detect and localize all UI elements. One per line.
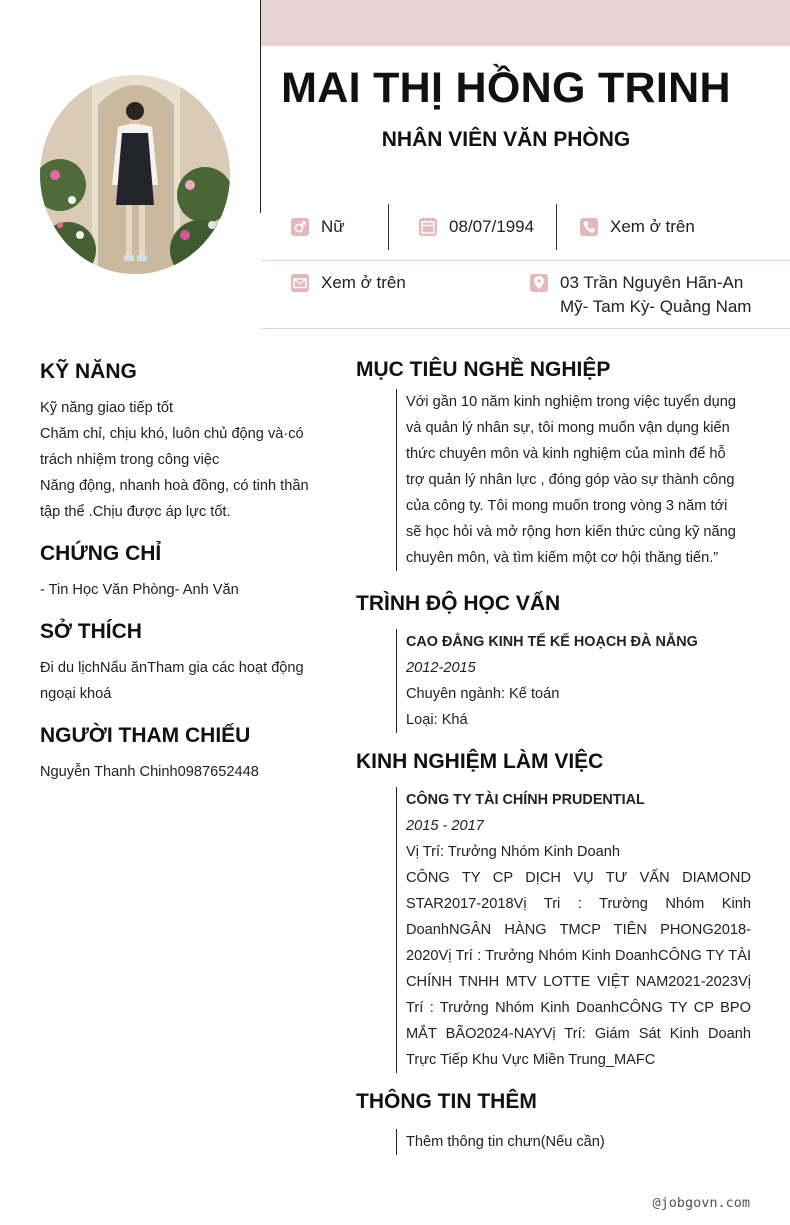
references-heading: NGƯỜI THAM CHIẾU <box>40 724 251 747</box>
email-icon <box>291 274 309 292</box>
skills-line: Chăm chỉ, chịu khó, luôn chủ động và·có <box>40 426 304 442</box>
calendar-icon <box>419 218 437 236</box>
education-grade: Loại: Khá <box>406 712 468 728</box>
skills-line: tập thể .Chịu được áp lực tốt. <box>40 504 231 520</box>
phone-info <box>580 215 695 239</box>
objective-block <box>396 389 751 571</box>
birthdate-info <box>419 215 534 239</box>
info-separator <box>388 204 389 250</box>
experience-detail-line: Trí : Trưởng Nhóm Kinh DoanhCÔNG TY CP BPO <box>406 1000 751 1016</box>
skills-line: Kỹ năng giao tiếp tốt <box>40 400 174 416</box>
objective-line: thức chuyên môn và kinh nghiệm của mình để hỗ <box>406 446 726 462</box>
experience-detail-line: CÔNG TY CP DỊCH VỤ TƯ VẤN DIAMOND <box>406 870 751 886</box>
hobbies-list <box>40 655 304 707</box>
info-separator <box>556 204 557 250</box>
phone-value: Xem ở trên <box>610 217 695 236</box>
objective-line: của công ty. Tôi mong muốn trong vòng 3 năm tới <box>406 498 728 514</box>
phone-icon <box>580 218 598 236</box>
company-name: CÔNG TY TÀI CHÍNH PRUDENTIAL <box>406 792 645 808</box>
references-list <box>40 759 259 785</box>
hobbies-line: ngoại khoá <box>40 686 112 702</box>
personal-info-row-2 <box>261 260 790 329</box>
gender-icon <box>291 218 309 236</box>
header-accent-band <box>261 0 790 46</box>
certificates-list <box>40 577 239 603</box>
education-period: 2012-2015 <box>406 660 476 676</box>
experience-detail-line: Trực Tiếp Khu Vực Miền Trung_MAFC <box>406 1052 656 1068</box>
skills-line: trách nhiệm trong công việc <box>40 452 220 468</box>
objective-line: chuyên môn, và tìm kiếm một cơ hội thăng tiến.” <box>406 550 719 566</box>
certificate-line: - Tin Học Văn Phòng- Anh Văn <box>40 582 239 598</box>
hobbies-heading: SỞ THÍCH <box>40 620 142 643</box>
experience-detail-line: 2020Vị Trí : Trưởng Nhóm Kinh DoanhCÔNG TY TÀI <box>406 948 751 964</box>
skills-line: Năng động, nhanh hoà đồng, có tinh thần <box>40 478 309 494</box>
email-value: Xem ở trên <box>321 273 406 292</box>
extra-info-heading: THÔNG TIN THÊM <box>356 1090 537 1113</box>
extra-info-block <box>396 1129 751 1155</box>
experience-block <box>396 787 751 1073</box>
skills-heading: KỸ NĂNG <box>40 360 137 383</box>
job-title: NHÂN VIÊN VĂN PHÒNG <box>381 128 631 151</box>
school-name: CAO ĐẲNG KINH TẾ KẾ HOẠCH ĐÀ NẴNG <box>406 634 698 650</box>
objective-heading: MỤC TIÊU NGHỀ NGHIỆP <box>356 358 611 381</box>
objective-line: sẽ học hỏi và mở rộng hơn kiến thức cùng kỹ năng <box>406 524 736 540</box>
gender-info <box>291 215 345 239</box>
objective-line: Với gần 10 năm kinh nghiệm trong việc tuyển dụng <box>406 394 737 410</box>
hobbies-line: Đi du lịchNấu ănTham gia các hoạt động <box>40 660 304 676</box>
birthdate-value: 08/07/1994 <box>449 217 535 236</box>
avatar <box>40 75 230 274</box>
gender-value: Nữ <box>321 217 345 236</box>
address-line: 03 Trần Nguyên Hãn-An <box>560 273 744 292</box>
experience-position: Vị Trí: Trưởng Nhóm Kinh Doanh <box>406 844 621 860</box>
email-info <box>291 271 406 295</box>
location-icon <box>530 274 548 292</box>
reference-line: Nguyễn Thanh Chinh0987652448 <box>40 764 259 780</box>
address-value <box>560 271 751 319</box>
experience-detail-line: MẮT BÃO2024-NAYVị Trí: Giám Sát Kinh Doanh <box>406 1026 751 1042</box>
experience-heading: KINH NGHIỆM LÀM VIỆC <box>356 750 604 773</box>
avatar-photo <box>40 75 230 274</box>
education-heading: TRÌNH ĐỘ HỌC VẤN <box>356 592 561 615</box>
candidate-name: MAI THỊ HỒNG TRINH <box>281 64 731 112</box>
experience-detail-line: DoanhNGÂN HÀNG TMCP TIÊN PHONG2018- <box>406 922 751 938</box>
personal-info-row-1 <box>261 204 790 250</box>
watermark: @jobgovn.com <box>652 1195 750 1211</box>
objective-line: trợ quản lý nhân lực , đóng góp vào sự thành công <box>406 472 735 488</box>
extra-info-text: Thêm thông tin chưn(Nếu cần) <box>406 1134 605 1150</box>
education-major: Chuyên ngành: Kế toán <box>406 686 560 702</box>
experience-detail-line: STAR2017-2018Vị Tri : Trường Nhóm Kinh <box>406 896 751 912</box>
certificates-heading: CHỨNG CHỈ <box>40 542 162 565</box>
education-block <box>396 629 751 733</box>
address-line: Mỹ- Tam Kỳ- Quảng Nam <box>560 297 752 316</box>
skills-list <box>40 395 309 525</box>
objective-line: và quản lý nhân sự, tôi mong muốn vận dụng kiến <box>406 420 730 436</box>
address-info <box>530 271 751 319</box>
experience-detail-line: CHÍNH TNHH MTV LOTTE VIỆT NAM2021-2023Vị <box>406 974 751 990</box>
experience-period: 2015 - 2017 <box>406 818 484 834</box>
